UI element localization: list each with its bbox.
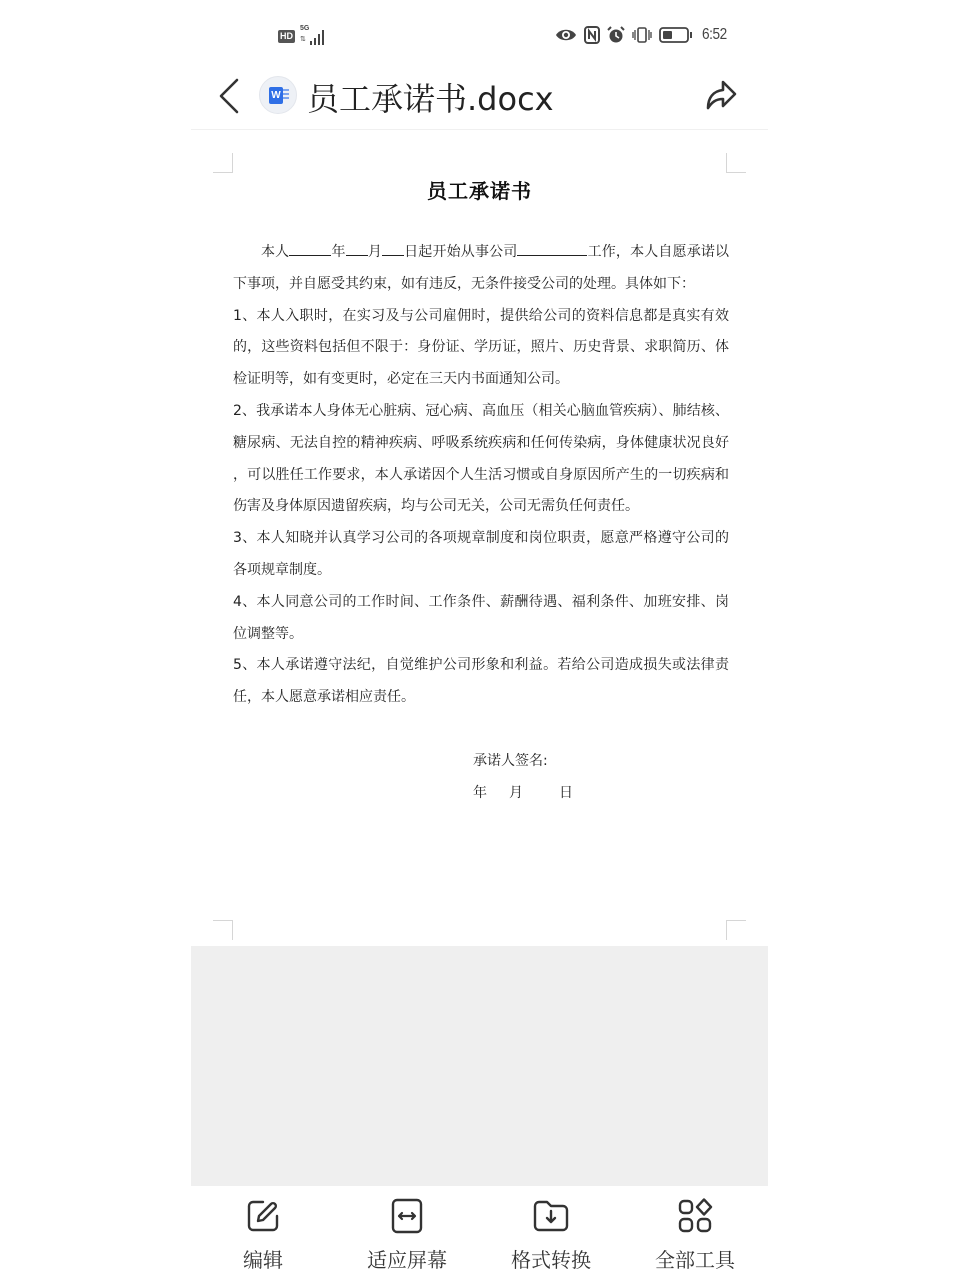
clock: 6:52 <box>702 26 727 43</box>
status-bar <box>191 22 768 52</box>
all-tools-label: 全部工具 <box>655 1248 735 1272</box>
date-day: 日 <box>559 785 573 801</box>
vibrate-icon <box>632 26 652 44</box>
intro-text: 日起开始从事公司 <box>403 244 518 260</box>
format-convert-button[interactable] <box>479 1186 623 1280</box>
intro-text: 本人 <box>261 244 290 260</box>
signature-label: 承诺人签名: <box>473 753 548 769</box>
margin-corner-top-right <box>726 153 746 173</box>
blank-field-year <box>289 242 331 256</box>
blank-field-position <box>517 242 587 256</box>
phone-screen <box>191 0 768 1280</box>
intro-paragraph <box>233 237 729 301</box>
nfc-icon <box>584 26 600 44</box>
word-letter: W <box>269 87 283 104</box>
battery-icon <box>659 26 693 44</box>
all-tools-button[interactable] <box>623 1186 767 1280</box>
margin-corner-top-left <box>213 153 233 173</box>
intro-text: 年 <box>331 244 346 260</box>
signature-block <box>473 745 573 809</box>
fit-screen-label: 适应屏幕 <box>367 1248 447 1272</box>
eye-icon <box>555 27 577 43</box>
data-arrows-icon: ⇅ <box>300 36 306 43</box>
margin-corner-bottom-right <box>726 920 746 940</box>
intro-text: 工作，本人自愿承诺以下事项，并自愿受其约束，如有违反，无条件接受公司的处理。具体如下： <box>233 244 730 292</box>
signal-icon <box>300 27 330 45</box>
edit-icon <box>245 1198 281 1234</box>
format-convert-icon <box>532 1198 570 1234</box>
fit-screen-button[interactable] <box>335 1186 479 1280</box>
clause-2: 2、我承诺本人身体无心脏病、冠心病、高血压（相关心脑血管疾病）、肺结核、糖尿病、无法自控的精神疾病、呼吸系统疾病和任何传染病，身体健康状况良好 ，可以胜任工作要求，本人承诺因个人生活习惯或自身原因所产生的一切疾病和伤害及身体原因遗留疾病，均与公司无关，公司无需负任何责任。 <box>233 402 729 515</box>
blank-field-day <box>382 242 404 256</box>
chevron-left-icon <box>215 76 245 116</box>
network-type: 5G <box>300 25 310 32</box>
margin-corner-bottom-left <box>213 920 233 940</box>
edit-label: 编辑 <box>243 1248 283 1272</box>
clause-1: 1、本人入职时，在实习及与公司雇佣时，提供给公司的资料信息都是真实有效的，这些资料包括但不限于：身份证、学历证，照片、历史背景、求职简历、体检证明等，如有变更时，必定在三天内书面通知公司。 <box>233 307 729 388</box>
share-icon <box>701 76 741 116</box>
app-header <box>191 66 768 130</box>
all-tools-icon <box>677 1198 713 1234</box>
status-left <box>278 27 330 45</box>
blank-field-month <box>346 242 368 256</box>
clause-4: 4、本人同意公司的工作时间、工作条件、薪酬待遇、福利条件、加班安排、岗位调整等。 <box>233 593 729 642</box>
word-file-icon <box>259 76 297 114</box>
edit-button[interactable] <box>191 1186 335 1280</box>
bottom-toolbar <box>191 1186 768 1280</box>
format-convert-label: 格式转换 <box>511 1248 591 1272</box>
intro-text: 月 <box>367 244 382 260</box>
alarm-icon <box>607 26 625 44</box>
status-right <box>555 26 731 44</box>
date-year: 年 <box>473 785 487 801</box>
document-heading: 员工承诺书 <box>427 179 532 203</box>
document-body <box>233 237 729 714</box>
document-page[interactable] <box>191 131 768 946</box>
document-filename: 员工承诺书.docx <box>307 80 554 118</box>
clause-5: 5、本人承诺遵守法纪，自觉维护公司形象和利益。若给公司造成损失或法律责任，本人愿意承诺相应责任。 <box>233 657 729 706</box>
back-button[interactable] <box>215 76 245 116</box>
date-month: 月 <box>509 785 523 801</box>
document-background <box>191 946 768 1186</box>
hd-badge: HD <box>280 30 293 41</box>
clause-3: 3、本人知晓并认真学习公司的各项规章制度和岗位职责，愿意严格遵守公司的各项规章制度。 <box>233 530 729 578</box>
share-button[interactable] <box>701 76 741 116</box>
signature-date <box>473 777 573 809</box>
fit-screen-icon <box>389 1198 425 1234</box>
